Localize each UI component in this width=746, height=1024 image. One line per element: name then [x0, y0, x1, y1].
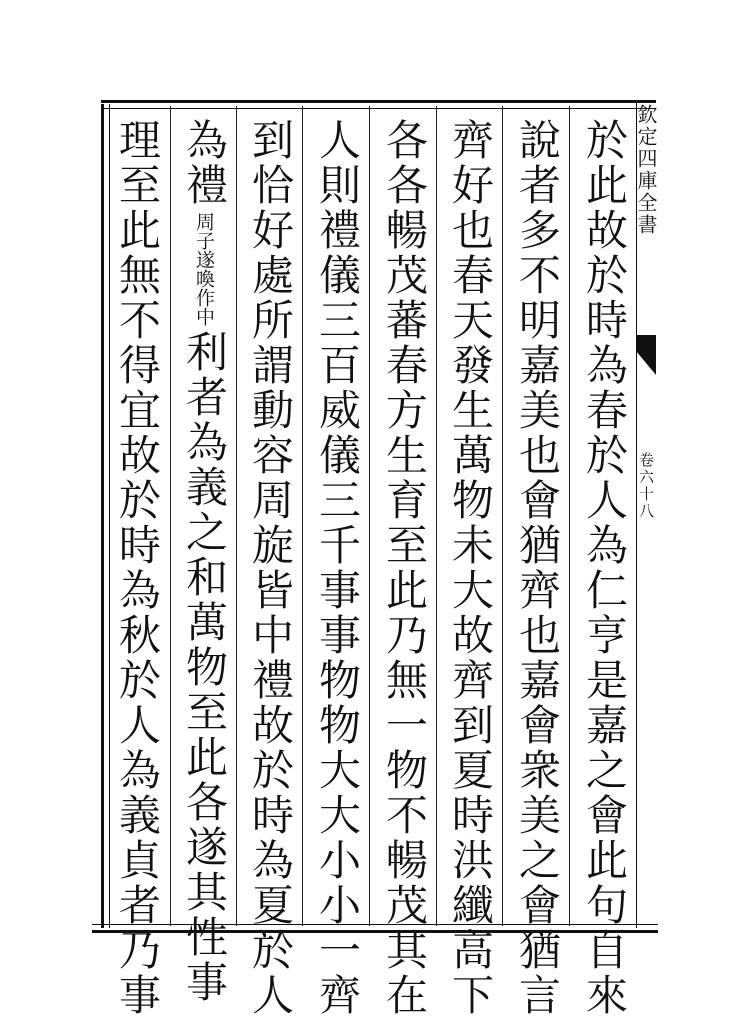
- column-divider: [436, 106, 437, 926]
- text-column-3: 齊好也春天發生萬物未大故齊到夏時洪纖高下: [446, 118, 495, 1018]
- column-7-text-before: 為禮: [180, 118, 229, 208]
- juan-label: 卷六十八: [637, 452, 655, 520]
- column-divider: [170, 106, 171, 926]
- column-divider: [569, 106, 570, 926]
- text-column-8: 理至此無不得宜故於時為秋於人為義貞者乃事: [113, 118, 162, 1018]
- book-title: 欽定四庫全書: [634, 104, 658, 236]
- frame-bottom-border: [92, 924, 658, 933]
- text-column-4: 各各暢茂蕃春方生育至此乃無一物不暢茂其在: [380, 118, 429, 1018]
- column-7-text-after: 利者為義之和萬物至此各遂其性事: [180, 330, 229, 1005]
- text-column-5: 人則禮儀三百威儀三千事事物物大大小小一齊: [313, 118, 362, 1018]
- text-column-7: [175, 118, 233, 1005]
- column-divider: [369, 106, 370, 926]
- text-column-1: 於此故於時為春於人為仁亨是嘉之會此句自來: [580, 118, 629, 1018]
- frame-top-border: [101, 100, 656, 109]
- column-divider: [302, 106, 303, 926]
- interlinear-note: 周子遂喚作中: [193, 212, 215, 326]
- text-column-2: 說者多不明嘉美也會猶齊也嘉會衆美之會猶言: [513, 118, 562, 1018]
- column-divider: [236, 106, 237, 926]
- text-column-6: 到恰好處所謂動容周旋皆中禮故於時為夏於人: [246, 118, 295, 1018]
- column-divider: [502, 106, 503, 926]
